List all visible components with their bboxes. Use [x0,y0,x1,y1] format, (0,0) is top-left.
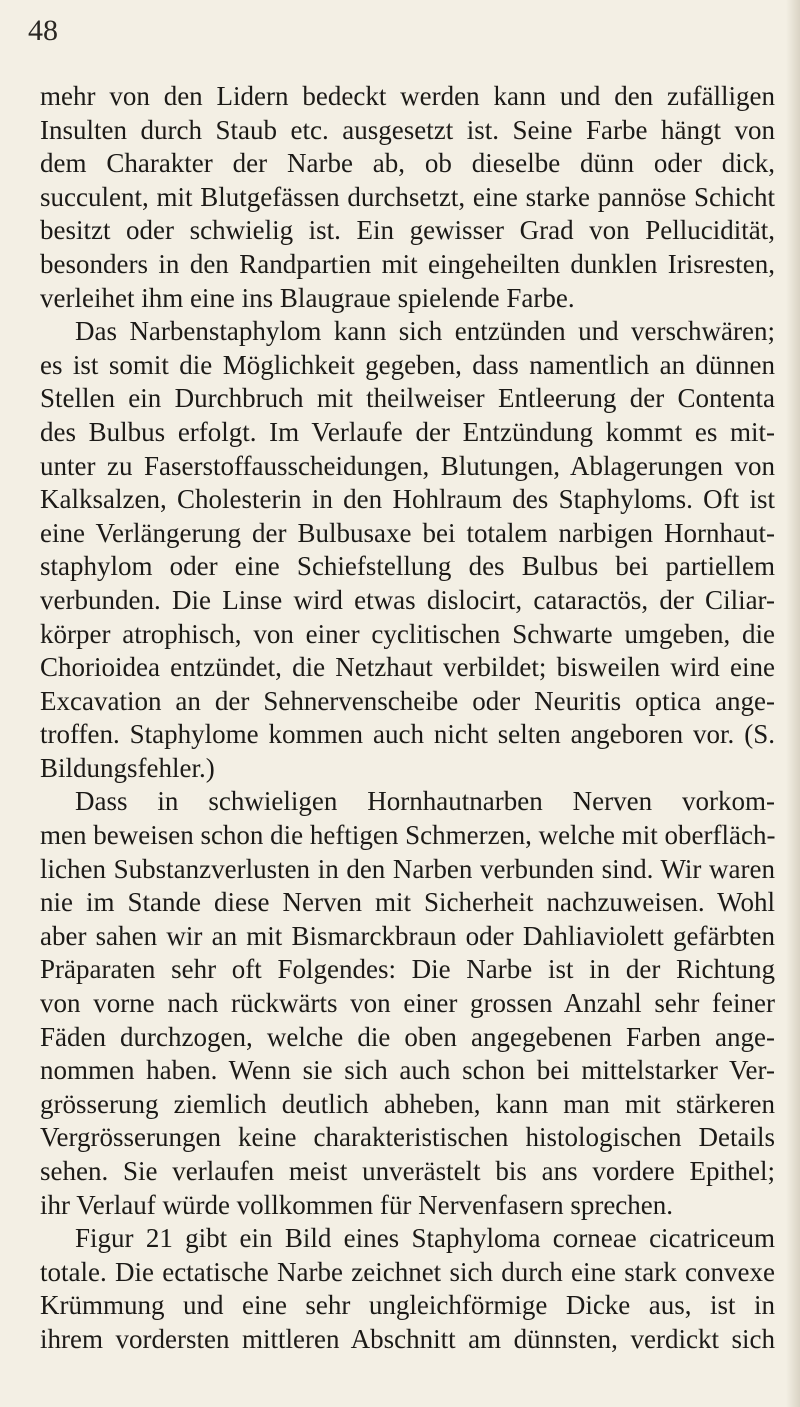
page-number: 48 [28,14,58,47]
text-line: succulent, mit Blutgefässen durchsetzt, eine starke pannöse Schicht [40,181,775,212]
text-line: Fäden durchzogen, welche die oben angegebenen Farben ange- [40,1021,775,1052]
text-line: ihrem vordersten mittleren Abschnitt am dünnsten, verdickt sich [40,1323,775,1354]
text-line: des Bulbus erfolgt. Im Verlaufe der Entzündung kommt es mit- [40,416,775,447]
text-line: Kalksalzen, Cholesterin in den Hohlraum des Staphyloms. Oft ist [40,484,775,515]
body-text [40,80,775,1357]
text-line: verbunden. Die Linse wird etwas dislocirt, cataractös, der Ciliar- [40,584,775,615]
text-line: nie im Stande diese Nerven mit Sicherheit nachzuweisen. Wohl [40,887,775,918]
text-line: Vergrösserungen keine charakteristischen histologischen Details [40,1122,775,1153]
text-line: staphylom oder eine Schiefstellung des Bulbus bei partiellem [40,551,775,582]
text-line: Stellen ein Durchbruch mit theilweiser Entleerung der Contenta [40,383,775,414]
text-line: grösserung ziemlich deutlich abheben, kann man mit stärkeren [40,1088,775,1119]
text-line: Excavation an der Sehnervenscheibe oder Neuritis optica ange- [40,685,775,716]
text-line: Chorioidea entzündet, die Netzhaut verbildet; bisweilen wird eine [40,652,775,683]
text-line: Das Narbenstaphylom kann sich entzünden und verschwären; [75,316,775,347]
text-line: Krümmung und eine sehr ungleichförmige Dicke aus, ist in [40,1290,775,1321]
text-line: verleihet ihm eine ins Blaugraue spielende Farbe. [40,282,575,313]
text-line: von vorne nach rückwärts von einer grossen Anzahl sehr feiner [40,988,775,1019]
text-line: troffen. Staphylome kommen auch nicht selten angeboren vor. (S. [40,719,775,750]
text-line: totale. Die ectatische Narbe zeichnet sich durch eine stark convexe [40,1256,775,1287]
text-line: es ist somit die Möglichkeit gegeben, dass namentlich an dünnen [40,349,775,380]
text-line: lichen Substanzverlusten in den Narben verbunden sind. Wir waren [40,853,775,884]
text-line: men beweisen schon die heftigen Schmerzen, welche mit oberfläch- [40,820,775,851]
text-line: besonders in den Randpartien mit eingeheilten dunklen Irisresten, [40,248,775,279]
text-line: unter zu Faserstoffausscheidungen, Blutungen, Ablagerungen von [40,450,775,481]
text-line: dem Charakter der Narbe ab, ob dieselbe dünn oder dick, [40,148,775,179]
text-line: Dass in schwieligen Hornhautnarben Nerven vorkom- [75,786,775,817]
page-edge-shadow [786,0,800,1407]
text-line: Präparaten sehr oft Folgendes: Die Narbe ist in der Richtung [40,954,775,985]
text-line: Figur 21 gibt ein Bild eines Staphyloma corneae cicatriceum [75,1223,775,1254]
text-line: aber sahen wir an mit Bismarckbraun oder Dahliaviolett gefärbten [40,920,775,951]
text-line: besitzt oder schwielig ist. Ein gewisser Grad von Pellucidität, [40,215,775,246]
text-line: sehen. Sie verlaufen meist unverästelt bis ans vordere Epithel; [40,1156,775,1186]
text-line: körper atrophisch, von einer cyclitischen Schwarte umgeben, die [40,618,775,649]
text-line: Insulten durch Staub etc. ausgesetzt ist. Seine Farbe hängt von [40,114,775,145]
text-line: ihr Verlauf würde vollkommen für Nervenfasern sprechen. [40,1189,674,1220]
text-line: eine Verlängerung der Bulbusaxe bei totalem narbigen Hornhaut- [40,517,775,548]
text-line: Bildungsfehler.) [40,752,215,783]
text-line: nommen haben. Wenn sie sich auch schon bei mittelstarker Ver- [40,1055,775,1086]
text-line: mehr von den Lidern bedeckt werden kann und den zufälligen [40,81,775,111]
